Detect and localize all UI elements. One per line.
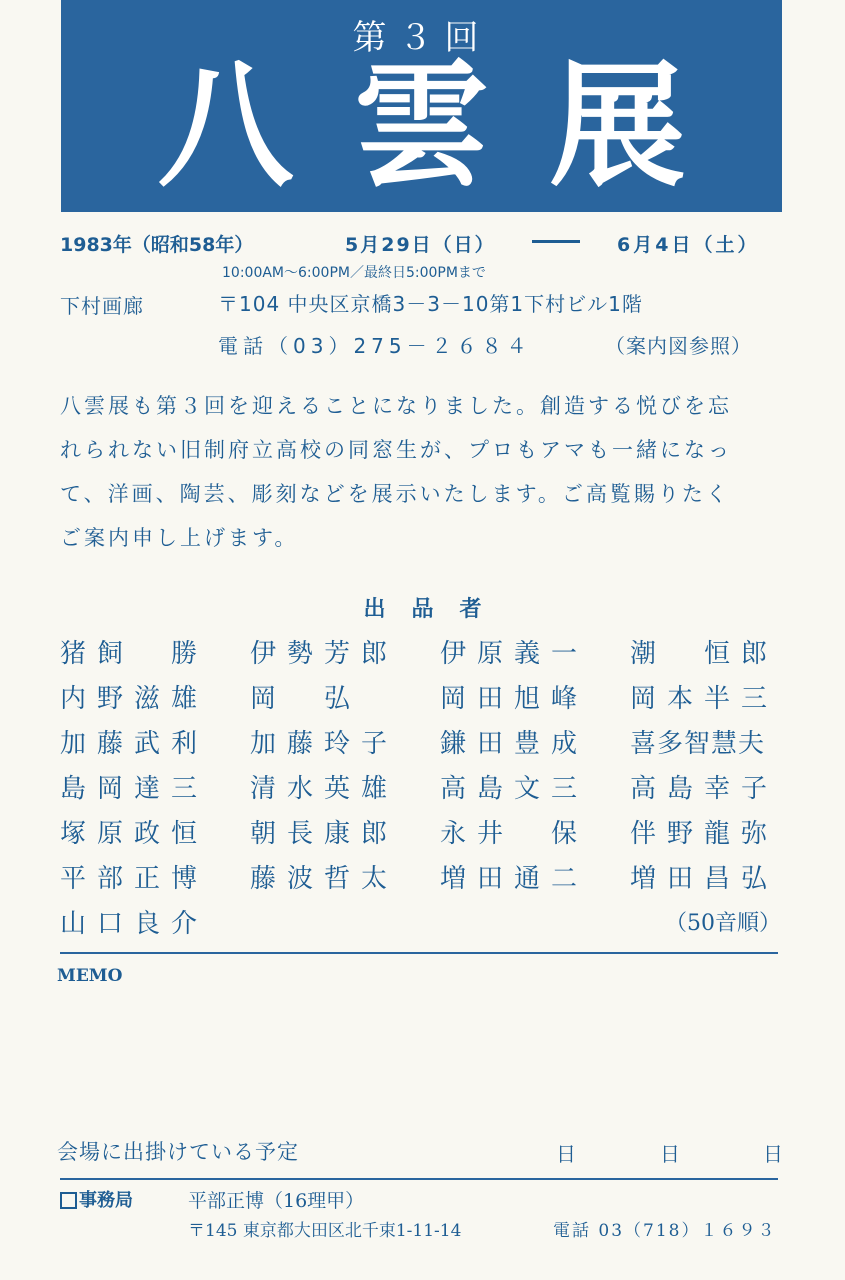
exhibitor-name: 高島幸子: [630, 774, 779, 804]
title-banner: [61, 0, 782, 212]
schedule-day-label: 日: [763, 1142, 783, 1166]
exhibitor-name: 岡田旭峰: [440, 684, 589, 714]
intro-line: 八雲展も第３回を迎えることになりました。創造する悦びを忘: [60, 394, 732, 418]
exhibitor-name: 伊勢芳郎: [250, 639, 399, 669]
exhibitor-name: 塚原政恒: [60, 819, 209, 849]
exhibitor-name: 岡 弘: [250, 684, 362, 714]
exhibitor-name: 朝長康郎: [250, 819, 399, 849]
exhibitor-name: 加藤武利: [60, 729, 209, 759]
venue-name: 下村画廊: [60, 294, 144, 318]
office-address: 〒145 東京都大田区北千束1-11-14: [188, 1221, 462, 1241]
exhibitor-name: 岡本半三: [630, 684, 779, 714]
exhibitor-name: 山口良介: [60, 909, 209, 939]
exhibitor-name: 高島文三: [440, 774, 589, 804]
map-note: （案内図参照）: [605, 334, 752, 358]
exhibitor-name: 潮 恒郎: [630, 639, 779, 669]
office-phone: 電話 03（718）１６９３: [553, 1221, 777, 1241]
office-contact: 平部正博（16理甲）: [188, 1190, 365, 1212]
exhibitor-name: 鎌田豊成: [440, 729, 589, 759]
exhibitor-name: 増田昌弘: [630, 864, 779, 894]
event-end-date: 6月4日（土）: [617, 234, 760, 256]
event-hours: 10:00AM～6:00PM／最終日5:00PMまで: [222, 265, 486, 281]
intro-line: ご案内申し上げます。: [60, 526, 299, 550]
event-year: 1983年（昭和58年）: [60, 234, 254, 256]
checkbox-icon: [60, 1192, 77, 1209]
exhibitor-name: 伊原義一: [440, 639, 589, 669]
venue-address: 〒104 中央区京橋3－3－10第1下村ビル1階: [218, 292, 643, 316]
schedule-day-label: 日: [660, 1142, 680, 1166]
edition-label: 第３回: [352, 18, 491, 58]
schedule-label: 会場に出掛けている予定: [57, 1140, 299, 1164]
exhibitor-name: 喜多智慧夫: [630, 729, 766, 759]
exhibitor-name: 藤波哲太: [250, 864, 399, 894]
exhibitor-name: 増田通二: [440, 864, 589, 894]
exhibitor-name: 加藤玲子: [250, 729, 399, 759]
venue-phone: 電話（03）275－２６８４: [218, 334, 532, 358]
exhibitor-name: 猪飼 勝: [60, 639, 209, 669]
exhibitor-name: 清水英雄: [250, 774, 399, 804]
intro-paragraph: [60, 384, 790, 560]
exhibition-title: 八雲展: [157, 48, 746, 206]
event-start-date: 5月29日（日）: [345, 234, 496, 256]
exhibitor-name: 平部正博: [60, 864, 209, 894]
exhibitor-name: 伴野龍弥: [630, 819, 779, 849]
exhibitors-list: [60, 632, 790, 947]
divider-line: [60, 1178, 778, 1180]
schedule-day-label: 日: [556, 1142, 576, 1166]
exhibitor-name: 内野滋雄: [60, 684, 209, 714]
date-range-dash: ――: [532, 226, 580, 254]
office-header: [60, 1186, 133, 1212]
exhibitors-heading: 出品者: [363, 597, 508, 622]
intro-line: れられない旧制府立高校の同窓生が、プロもアマも一緒になっ: [60, 438, 732, 462]
office-label: 事務局: [79, 1190, 133, 1211]
exhibitor-name: 島岡達三: [60, 774, 209, 804]
memo-label: MEMO: [57, 966, 123, 986]
exhibitor-name: 永井 保: [440, 819, 589, 849]
intro-line: て、洋画、陶芸、彫刻などを展示いたします。ご高覧賜りたく: [60, 482, 730, 506]
divider-line: [60, 952, 778, 954]
order-note: （50音順）: [665, 911, 781, 936]
